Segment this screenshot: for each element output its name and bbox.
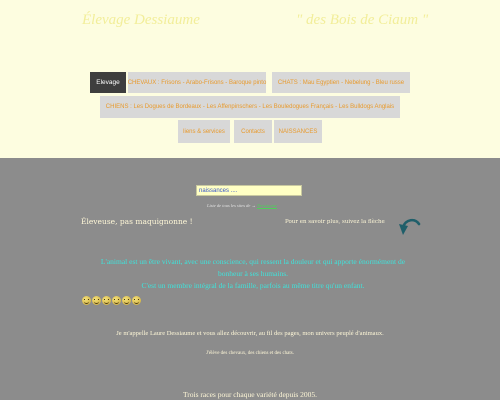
eleveuse-heading: Éleveuse, pas maquignonne ! — [81, 217, 193, 226]
nav-item-liens-services[interactable]: liens & services — [178, 120, 230, 143]
intro-text: Je m'appelle Laure Dessiaume et vous allez découvrir, au fil des pages, mon univers peuplé d'animaux. — [116, 330, 384, 337]
smiley-icon — [122, 296, 131, 305]
smiley-icon — [82, 296, 91, 305]
nav-item-contacts[interactable]: Contacts — [234, 120, 272, 143]
smiley-icon — [132, 296, 141, 305]
since-text: Trois races pour chaque variété depuis 2005. — [182, 390, 318, 399]
search-field[interactable]: naissances .... — [196, 185, 302, 196]
site-list-text: Liste de tous les sites de — [207, 203, 251, 208]
dessiaume-link[interactable]: Dessiaume — [257, 203, 277, 208]
teal-line-2: C'est un membre intégral de la famille, parfois au même titre qu'un enfant. — [141, 281, 365, 290]
teal-line-1: L'animal est un être vivant, avec une conscience, qui ressent la douleur et qui apporte énormément de bonheur à ses humains. — [100, 257, 406, 278]
breeds-text: J'élève des chevaux, des chiens et des chats. — [206, 351, 294, 356]
site-title-right: " des Bois de Ciaum " — [296, 12, 429, 28]
emoji-row — [82, 296, 141, 305]
nav-item-chats[interactable]: CHATS : Mau Egyptien - Nebelung - Bleu russe — [272, 72, 410, 93]
smiley-icon — [112, 296, 121, 305]
smiley-icon — [92, 296, 101, 305]
nav-item-naissances[interactable]: NAISSANCES — [274, 120, 322, 143]
site-title-left: Élevage Dessiaume — [82, 12, 200, 28]
nav-item-chiens[interactable]: CHIENS : Les Dogues de Bordeaux - Les Affenpinschers - Les Bouledogues Français - Les Bulldogs Anglais — [100, 96, 400, 118]
teal-statement — [88, 256, 418, 292]
site-list-line — [207, 203, 277, 208]
nav-item-elevage[interactable]: Elevage — [90, 72, 126, 93]
right-arrow-icon: → — [251, 203, 256, 208]
en-savoir-plus-text: Pour en savoir plus, suivez la flèche — [285, 219, 385, 225]
curved-arrow-icon[interactable] — [397, 216, 421, 238]
smiley-icon — [102, 296, 111, 305]
nav-item-chevaux[interactable]: CHEVAUX : Frisons - Arabo-Frisons - Baroque pinto — [128, 72, 266, 93]
